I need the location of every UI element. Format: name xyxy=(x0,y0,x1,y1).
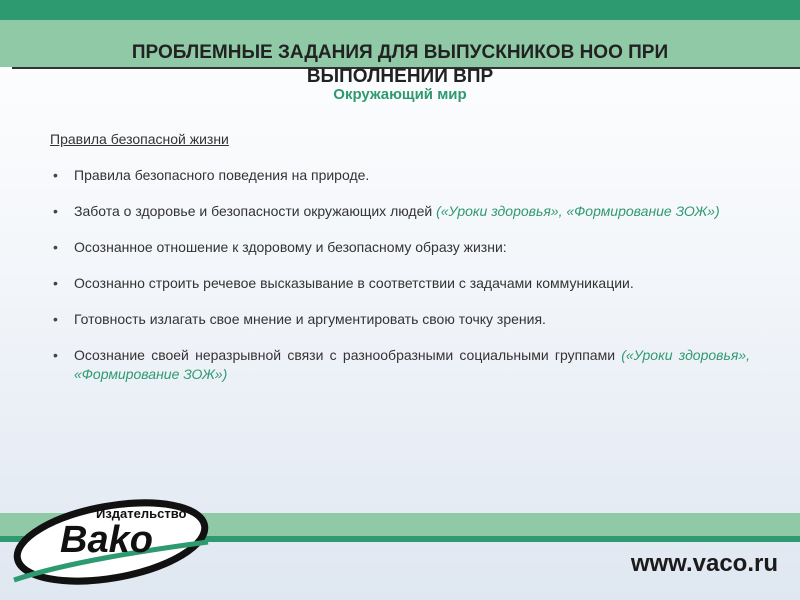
bullet-highlight: («Уроки здоровья», «Формирование ЗОЖ») xyxy=(436,203,720,219)
bullet-text: Правила безопасного поведения на природе. xyxy=(74,167,370,183)
bullet-item xyxy=(50,346,750,384)
bullet-marker: • xyxy=(53,167,58,183)
bullet-list xyxy=(50,166,750,401)
bullet-marker: • xyxy=(53,203,58,219)
bullet-marker: • xyxy=(53,275,58,291)
bullet-marker: • xyxy=(53,239,58,255)
bullet-text: Осознание своей неразрывной связи с разнообразными социальными группами xyxy=(74,347,622,363)
bullet-item xyxy=(50,238,750,257)
header-bar xyxy=(0,0,800,20)
bullet-item xyxy=(50,166,750,185)
bullet-text: Осознанно строить речевое высказывание в соответствии с задачами коммуникации. xyxy=(74,275,634,291)
bullet-highlight: («Уроки здоровья», «Формирование ЗОЖ») xyxy=(74,347,750,382)
publisher-logo-icon xyxy=(8,492,213,597)
bullet-item xyxy=(50,274,750,293)
bullet-item xyxy=(50,202,750,221)
page-title: ПРОБЛЕМНЫЕ ЗАДАНИЯ ДЛЯ ВЫПУСКНИКОВ НОО ПРИ ВЫПОЛНЕНИИ ВПР xyxy=(131,42,669,87)
website-link[interactable]: www.vaco.ru xyxy=(630,550,778,577)
bullet-text: Готовность излагать свое мнение и аргументировать свою точку зрения. xyxy=(74,311,546,327)
logo-caption: Издательство xyxy=(96,506,187,521)
bullet-marker: • xyxy=(53,347,58,363)
bullet-item xyxy=(50,310,750,329)
bullet-marker: • xyxy=(53,311,58,327)
bullet-text: Забота о здоровье и безопасности окружающих людей xyxy=(74,203,437,219)
bullet-text: Осознанное отношение к здоровому и безопасному образу жизни: xyxy=(74,239,507,255)
section-heading: Правила безопасной жизни xyxy=(50,131,229,147)
logo-name: Bako xyxy=(60,519,153,561)
page-subtitle: Окружающий мир xyxy=(333,86,467,103)
